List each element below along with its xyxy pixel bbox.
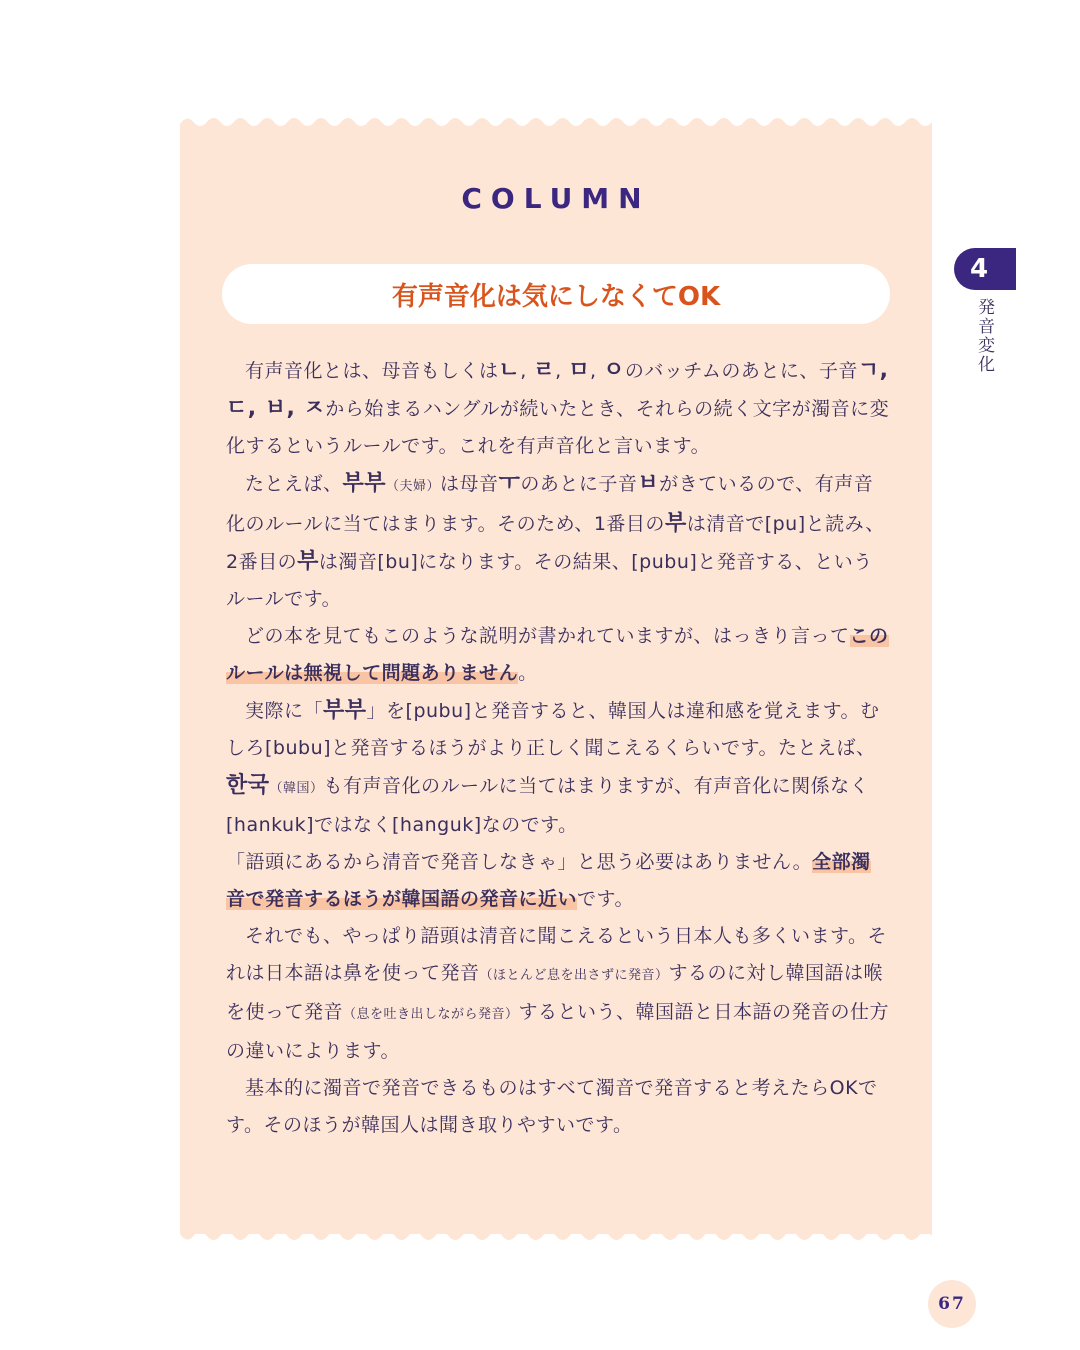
chapter-name: 発音変化 bbox=[974, 298, 994, 374]
highlighted-text: 全部濁音で発音するほうが韓国語の発音に近い bbox=[226, 851, 871, 910]
page-number: 67 bbox=[938, 1294, 966, 1314]
body-text: は清音で[pu]と読み、2番目の bbox=[226, 513, 885, 573]
body-text: も有声音化のルールに当てはまりますが、有声音化に関係なく[hankuk]ではなく[hanguk]なのです。 bbox=[226, 775, 870, 836]
body-text: のバッチムのあとに、子音 bbox=[624, 360, 858, 382]
body-text: は濁音[bu]になります。その結果、[pubu]と発音する、というルールです。 bbox=[226, 551, 873, 610]
korean-text: ㅁ bbox=[568, 358, 590, 383]
page-number-badge bbox=[928, 1280, 976, 1328]
chapter-number: 4 bbox=[970, 254, 989, 284]
annotation-text: （ほとんど息を出さずに発音） bbox=[479, 968, 669, 983]
body-text: 」を[pubu]と発音すると、韓国人は違和感を覚えます。むしろ[bubu]と発音するほうがより正しく聞こえるくらいです。たとえば、 bbox=[226, 700, 880, 759]
korean-text: ㅇ bbox=[603, 358, 625, 383]
paragraph bbox=[226, 692, 890, 844]
body-text: , bbox=[520, 360, 534, 382]
body-text: 。 bbox=[518, 662, 538, 684]
annotation-text: （息を吐き出しながら発音） bbox=[343, 1007, 519, 1022]
wavy-top-edge bbox=[180, 112, 932, 136]
title-banner bbox=[222, 264, 890, 324]
korean-text: ㅜ bbox=[498, 471, 521, 496]
annotation-text: （韓国） bbox=[269, 781, 324, 796]
chapter-tab bbox=[954, 248, 1016, 290]
annotation-text: （夫婦） bbox=[386, 479, 441, 494]
paragraph bbox=[226, 618, 890, 692]
korean-text: 부 bbox=[664, 511, 687, 536]
paragraph bbox=[226, 465, 890, 618]
body-text: それでも、やっぱり語頭は清音に聞こえるという日本人も多くいます。それは日本語は鼻を使って発音 bbox=[226, 925, 887, 984]
body-text: 基本的に濁音で発音できるものはすべて濁音で発音すると考えたらOKです。そのほうが韓国人は聞き取りやすいです。 bbox=[226, 1077, 878, 1136]
korean-text: ㄹ bbox=[533, 358, 556, 383]
body-text: , bbox=[590, 360, 604, 382]
paragraph bbox=[226, 352, 890, 465]
korean-text: 부부 bbox=[342, 471, 387, 496]
column-body bbox=[226, 352, 890, 1144]
korean-text: 부부 bbox=[323, 698, 367, 723]
highlighted-text: このルールは無視して問題ありません bbox=[226, 625, 889, 684]
body-text: から始まるハングルが続いたとき、それらの続く文字が濁音に変化するというルールです。これを有声音化と言います。 bbox=[226, 398, 890, 457]
column-label: COLUMN bbox=[461, 182, 651, 215]
korean-text: ㅂ bbox=[637, 471, 660, 496]
wavy-bottom-edge bbox=[180, 1222, 932, 1246]
body-text: するのに対し韓国語は喉を使って発音 bbox=[226, 962, 884, 1023]
body-text: 「語頭にあるから清音で発音しなきゃ」と思う必要はありません。 bbox=[226, 851, 813, 873]
body-text: は母音 bbox=[440, 473, 499, 495]
body-text: 実際に「 bbox=[245, 700, 324, 722]
body-text: です。 bbox=[577, 888, 634, 910]
korean-text: 한국 bbox=[226, 773, 270, 798]
korean-text: 부 bbox=[297, 549, 319, 574]
body-text: , bbox=[555, 360, 569, 382]
paragraph bbox=[226, 918, 890, 1070]
body-text: 有声音化とは、母音もしくは bbox=[245, 360, 499, 382]
body-text: たとえば、 bbox=[245, 473, 343, 495]
body-text: どの本を見てもこのような説明が書かれていますが、はっきり言って bbox=[245, 625, 850, 647]
korean-text: ㄱ, ㄷ, ㅂ, ㅈ bbox=[226, 358, 889, 421]
paragraph bbox=[226, 844, 890, 918]
body-text: するという、韓国語と日本語の発音の仕方の違いによります。 bbox=[226, 1001, 890, 1062]
korean-text: ㄴ bbox=[498, 358, 521, 383]
body-text: のあとに子音 bbox=[520, 473, 638, 495]
paragraph bbox=[226, 1070, 890, 1144]
column-title: 有声音化は気にしなくてOK bbox=[391, 281, 721, 312]
body-text: がきているので、有声音化のルールに当てはまります。そのため、1番目の bbox=[226, 473, 874, 535]
